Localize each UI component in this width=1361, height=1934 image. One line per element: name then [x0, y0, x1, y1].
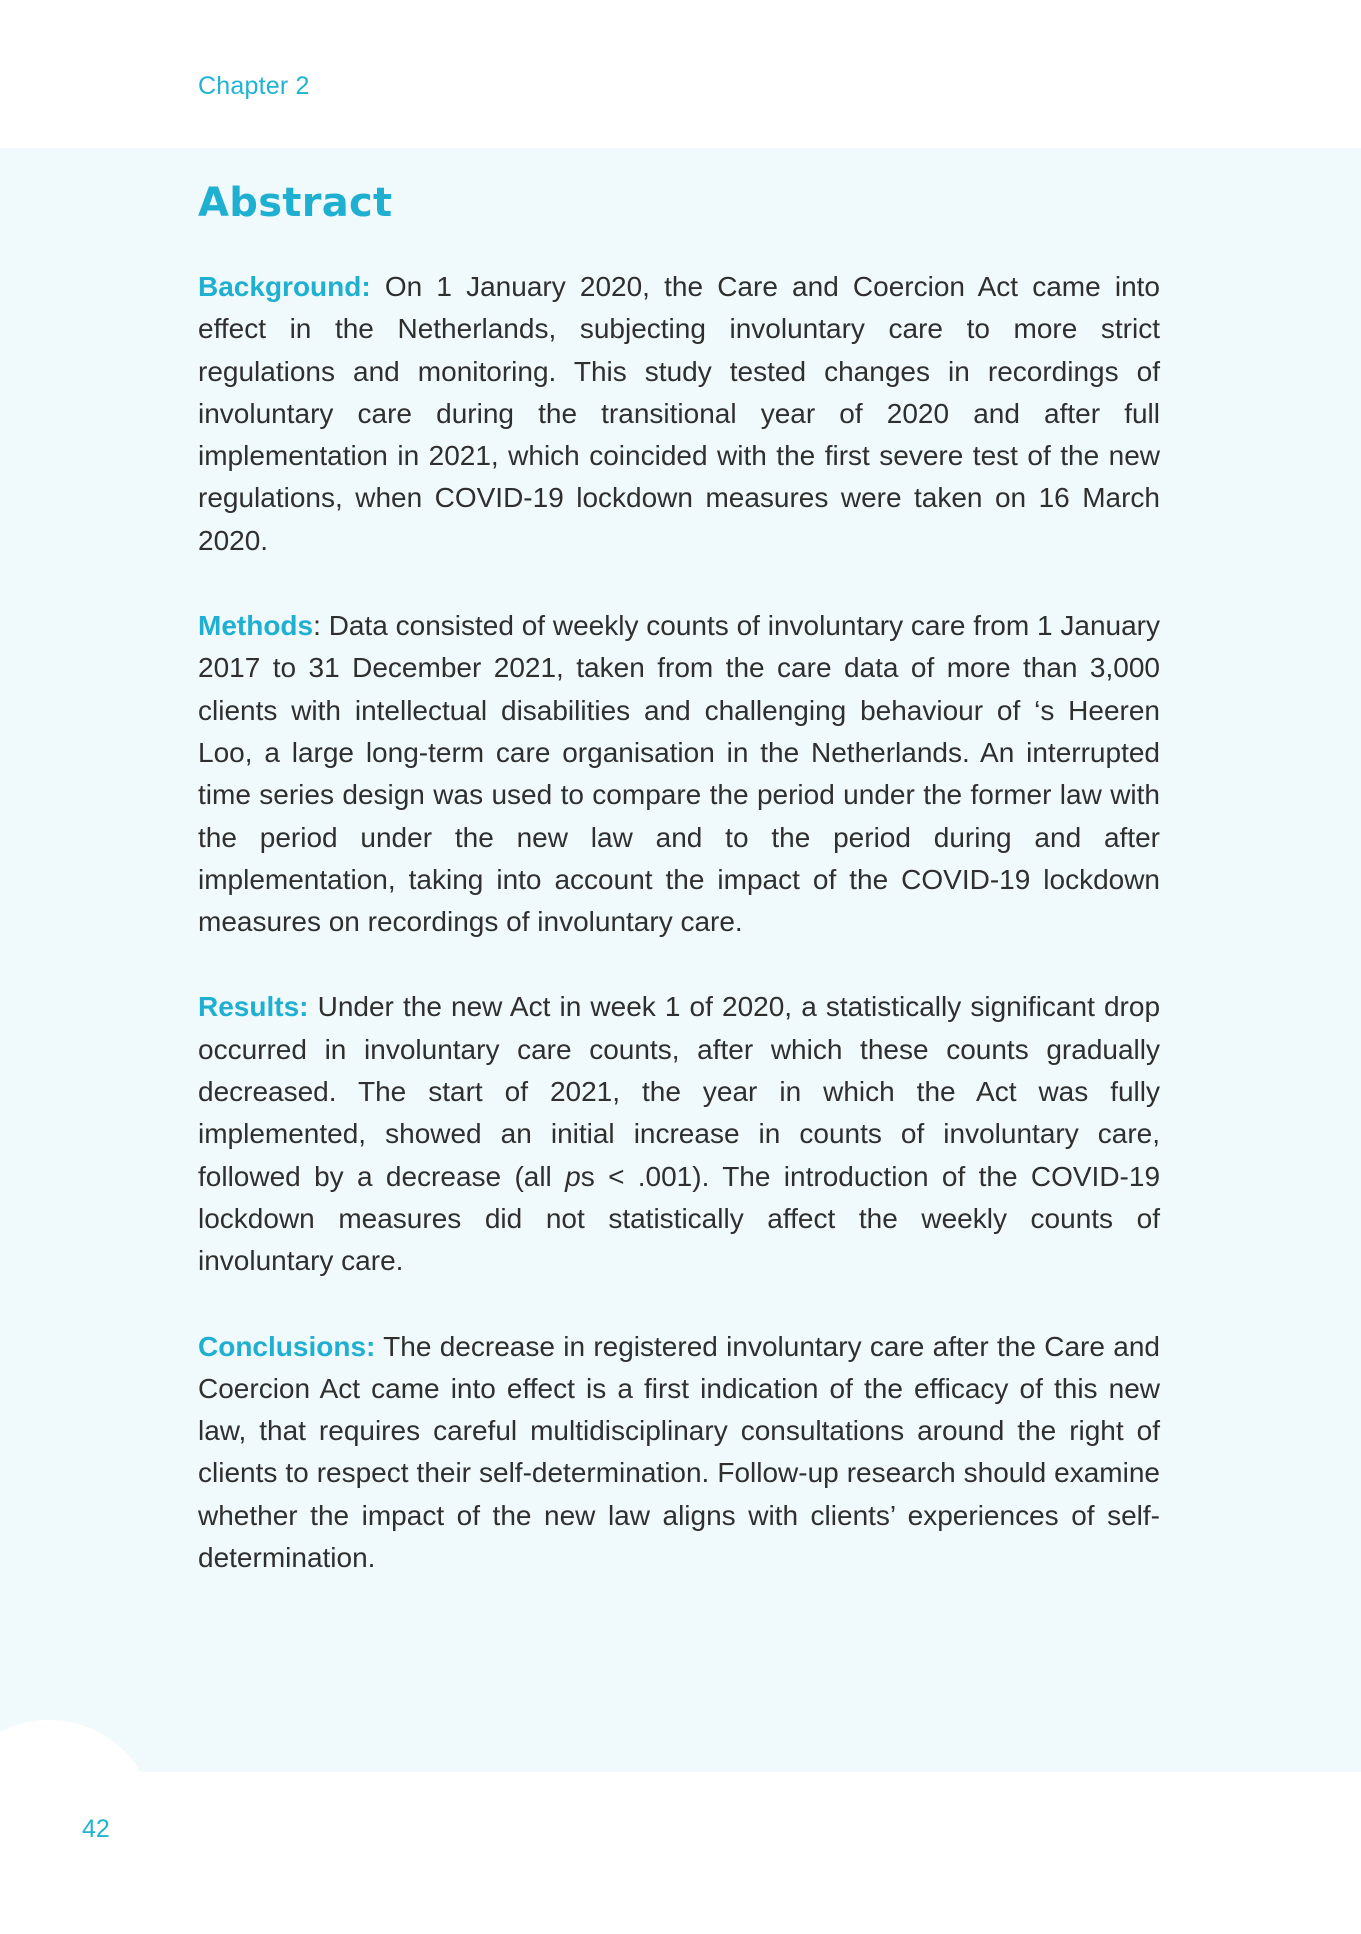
background-text: On 1 January 2020, the Care and Coercion Act came into effect in the Netherlands, subjecting involuntary care to more strict regulations and monitoring. This study tested changes in recordings of involuntary care during the transitional year of 2020 and after full implementation in 2021, which coincided with the first severe test of the new regulations, when COVID-19 lockdown measures were taken on 16 March 2020.	[198, 271, 1161, 556]
results-label: Results:	[198, 991, 309, 1023]
abstract-section	[198, 180, 1160, 1622]
results-italic-p: p	[565, 1160, 581, 1192]
results-text-after: s < .001). The introduction of the COVID-19 lockdown measures did not statistically affect the weekly counts of involuntary care.	[198, 1160, 1161, 1277]
background-label: Background:	[198, 271, 371, 302]
results-text-before: Under the new Act in week 1 of 2020, a statistically significant drop occurred in involuntary care counts, after which these counts gradually decreased. The start of 2021, the year in which the Act was fully implemented, showed an initial increase in counts of involuntary care, followed by a decrease (all	[198, 991, 1161, 1192]
page-number: 42	[82, 1815, 110, 1843]
conclusions-paragraph	[198, 1326, 1160, 1580]
results-paragraph	[198, 986, 1160, 1282]
conclusions-text: The decrease in registered involuntary care after the Care and Coercion Act came into effect is a first indication of the efficacy of this new law, that requires careful multidisciplinary consultations around the right of clients to respect their self-determination. Follow-up research should examine whether the impact of the new law aligns with clients’ experiences of self-determination.	[198, 1330, 1160, 1574]
chapter-label: Chapter 2	[198, 72, 310, 100]
methods-text: : Data consisted of weekly counts of involuntary care from 1 January 2017 to 31 December 2021, taken from the care data of more than 3,000 clients with intellectual disabilities and challenging behaviour of ‘s Heeren Loo, a large long-term care organisation in the Netherlands. An interrupted time series design was used to compare the period under the former law with the period under the new law and to the period during and after implementation, taking into account the impact of the COVID-19 lockdown measures on recordings of involuntary care.	[198, 610, 1160, 938]
background-paragraph	[198, 266, 1160, 562]
decorative-bottom-band	[190, 1772, 1361, 1920]
abstract-title: Abstract	[198, 180, 393, 226]
methods-label: Methods	[198, 610, 314, 642]
conclusions-label: Conclusions:	[198, 1330, 376, 1362]
methods-paragraph	[198, 605, 1160, 943]
